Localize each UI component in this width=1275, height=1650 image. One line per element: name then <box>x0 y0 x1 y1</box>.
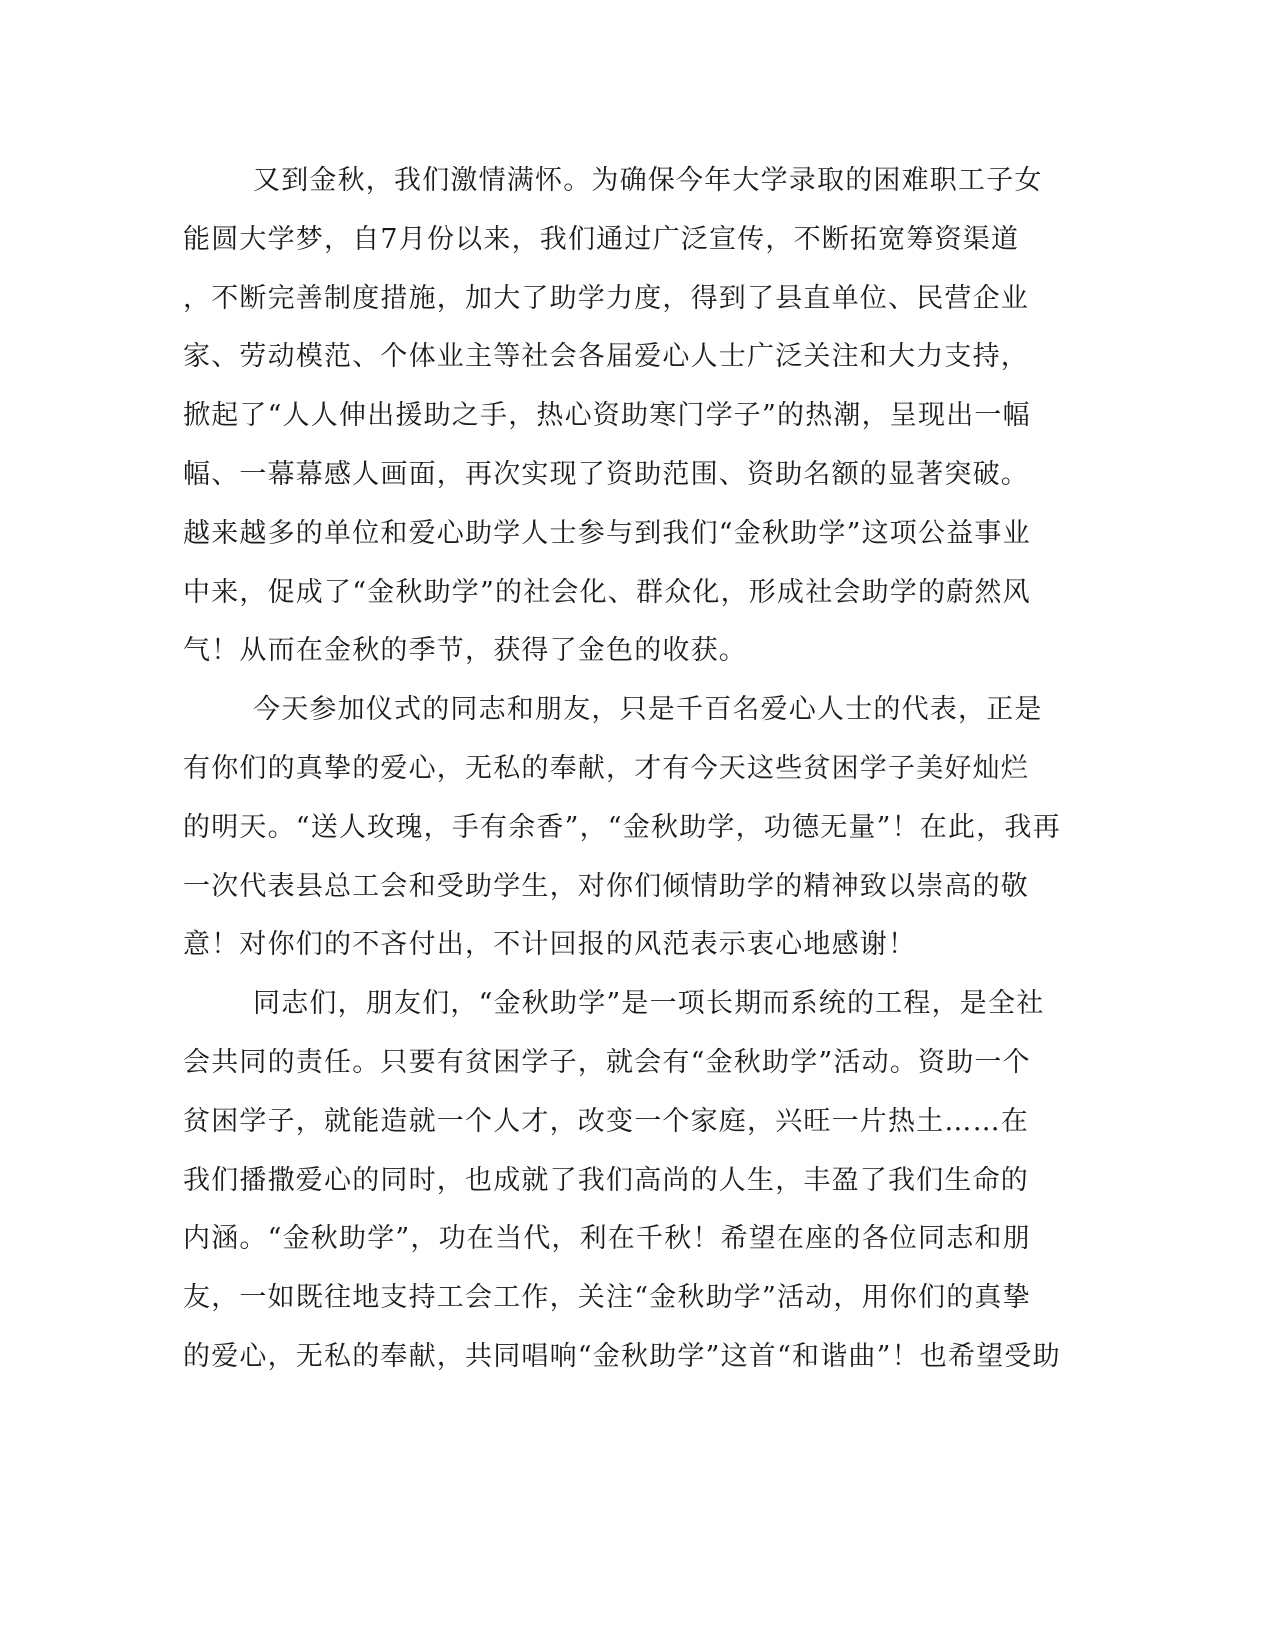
text-line: 越来越多的单位和爱心助学人士参与到我们“金秋助学”这项公益事业 <box>183 517 1031 549</box>
text-line: 气！从而在金秋的季节，获得了金色的收获。 <box>183 635 747 667</box>
text-line: 有你们的真挚的爱心，无私的奉献，才有今天这些贫困学子美好灿烂 <box>183 752 1029 784</box>
text-line: 我们播撒爱心的同时，也成就了我们高尚的人生，丰盈了我们生命的 <box>183 1164 1029 1196</box>
text-line: 一次代表县总工会和受助学生，对你们倾情助学的精神致以崇高的敬 <box>183 870 1029 902</box>
text-line: 意！对你们的不吝付出，不计回报的风范表示衷心地感谢！ <box>183 929 917 961</box>
body-text <box>183 152 1061 1387</box>
text-line: 友，一如既往地支持工会工作，关注“金秋助学”活动，用你们的真挚 <box>183 1282 1031 1314</box>
text-line: 幅、一幕幕感人画面，再次实现了资助范围、资助名额的显著突破。 <box>183 458 1029 490</box>
text-line: 今天参加仪式的同志和朋友，只是千百名爱心人士的代表，正是 <box>253 694 1043 726</box>
text-line: 中来，促成了“金秋助学”的社会化、群众化，形成社会助学的蔚然风 <box>183 576 1031 608</box>
text-line: 同志们，朋友们，“金秋助学”是一项长期而系统的工程，是全社 <box>253 988 1045 1020</box>
text-line: 的明天。“送人玫瑰，手有余香”，“金秋助学，功德无量”！在此，我再 <box>183 811 1061 843</box>
text-line: 贫困学子，就能造就一个人才，改变一个家庭，兴旺一片热土……在 <box>183 1105 1029 1137</box>
text-line: ，不断完善制度措施，加大了助学力度，得到了县直单位、民营企业 <box>183 282 1029 314</box>
text-line: 掀起了“人人伸出援助之手，热心资助寒门学子”的热潮，呈现出一幅 <box>183 400 1031 432</box>
text-line: 家、劳动模范、个体业主等社会各届爱心人士广泛关注和大力支持， <box>183 341 1029 373</box>
text-line: 又到金秋，我们激情满怀。为确保今年大学录取的困难职工子女 <box>253 165 1043 196</box>
text-line: 内涵。“金秋助学”，功在当代，利在千秋！希望在座的各位同志和朋 <box>183 1223 1031 1255</box>
text-line: 的爱心，无私的奉献，共同唱响“金秋助学”这首“和谐曲”！也希望受助 <box>183 1340 1061 1372</box>
text-line: 会共同的责任。只要有贫困学子，就会有“金秋助学”活动。资助一个 <box>183 1046 1031 1078</box>
text-line: 能圆大学梦，自7月份以来，我们通过广泛宣传，不断拓宽筹资渠道 <box>183 223 1020 255</box>
